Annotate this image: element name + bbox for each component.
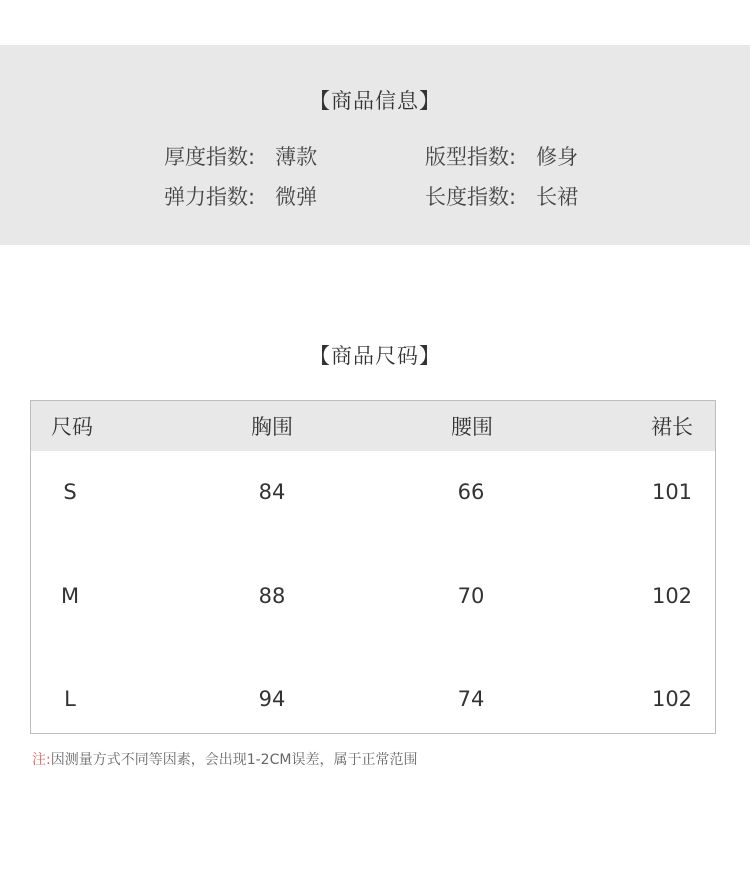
- info-item-length: [425, 181, 578, 211]
- info-label: 厚度指数:: [164, 145, 256, 169]
- header-bust: 胸围: [251, 415, 293, 439]
- info-label: 长度指数:: [425, 185, 517, 209]
- table-header-row: [31, 401, 715, 451]
- header-size: 尺码: [51, 415, 93, 439]
- row-cell: 102: [651, 687, 693, 711]
- row-cell: M: [60, 584, 80, 608]
- row-cell: S: [63, 480, 77, 504]
- row-cell: 94: [258, 687, 286, 711]
- product-info-title: 【商品信息】: [309, 89, 441, 113]
- info-value: 微弹: [275, 185, 318, 209]
- note-mark: 注:: [32, 752, 51, 768]
- row-cell: 84: [258, 480, 286, 504]
- header-waist: 腰围: [451, 415, 493, 439]
- info-value: 修身: [536, 145, 579, 169]
- header-length: 裙长: [651, 415, 693, 439]
- row-cell: 102: [651, 584, 693, 608]
- row-cell: 88: [258, 584, 286, 608]
- measurement-note: [32, 749, 417, 769]
- info-label: 弹力指数:: [164, 185, 256, 209]
- info-item-fit: [425, 141, 578, 171]
- info-value: 长裙: [536, 185, 579, 209]
- info-item-thickness: [164, 141, 317, 171]
- size-table: [30, 400, 716, 734]
- row-cell: 70: [457, 584, 485, 608]
- info-item-elasticity: [164, 181, 317, 211]
- info-label: 版型指数:: [425, 145, 517, 169]
- note-text: 因测量方式不同等因素，会出现1-2CM误差，属于正常范围: [50, 752, 418, 768]
- info-value: 薄款: [275, 145, 318, 169]
- product-info-panel: [0, 45, 750, 245]
- size-chart-title: 【商品尺码】: [309, 344, 441, 368]
- row-cell: 66: [457, 480, 485, 504]
- row-cell: L: [64, 687, 76, 711]
- row-cell: 74: [457, 687, 485, 711]
- row-cell: 101: [651, 480, 693, 504]
